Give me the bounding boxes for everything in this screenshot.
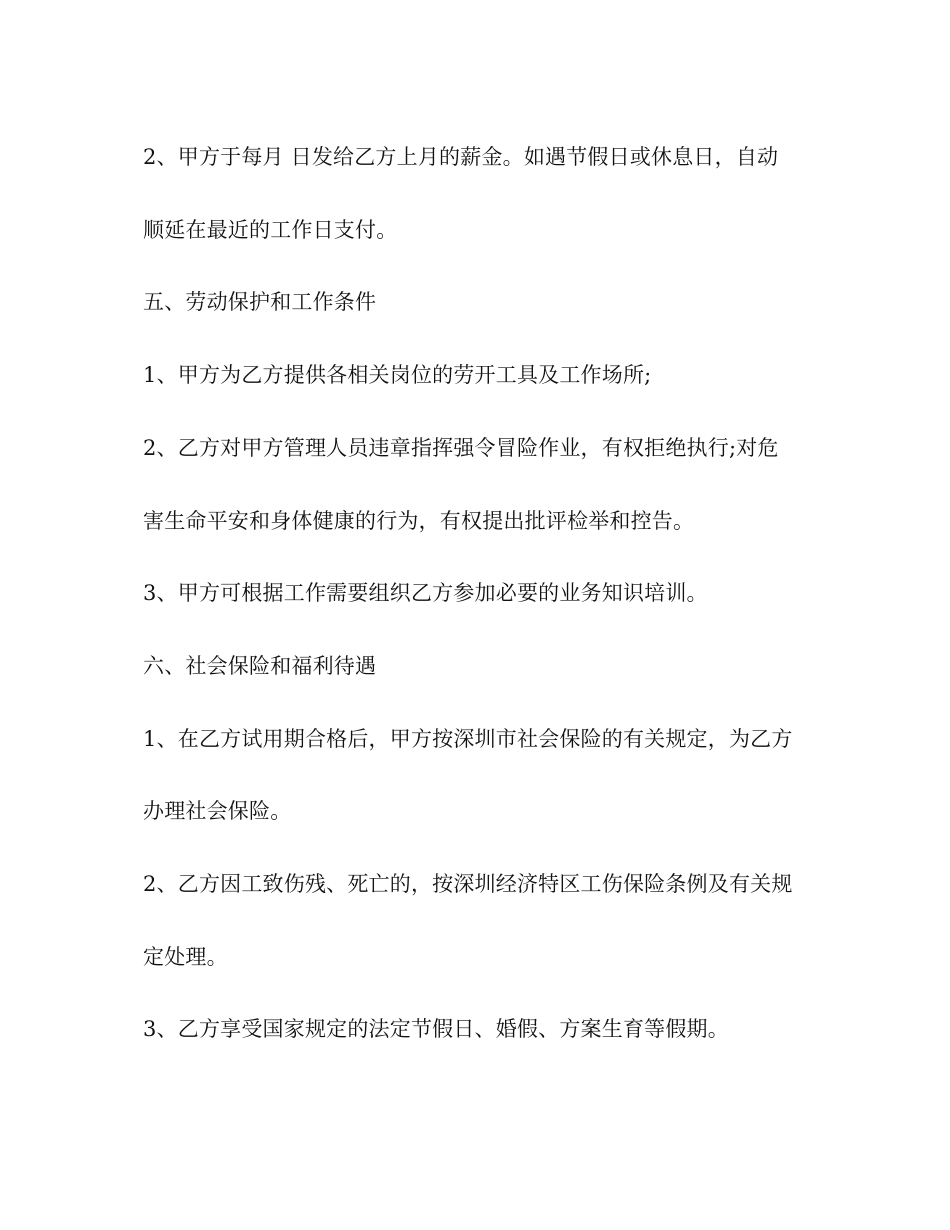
text-line: 办理社会保险。 <box>143 799 292 823</box>
text-line: 1、甲方为乙方提供各相关岗位的劳开工具及工作场所; <box>143 363 652 387</box>
section-heading: 六、社会保险和福利待遇 <box>143 654 377 678</box>
text-line: 定处理。 <box>143 945 228 969</box>
text-line: 3、甲方可根据工作需要组织乙方参加必要的业务知识培训。 <box>143 581 708 605</box>
text-line: 顺延在最近的工作日支付。 <box>143 218 398 242</box>
text-line: 3、乙方享受国家规定的法定节假日、婚假、方案生育等假期。 <box>143 1017 729 1041</box>
text-line: 害生命平安和身体健康的行为，有权提出批评检举和控告。 <box>143 509 695 533</box>
text-line: 2、乙方对甲方管理人员违章指挥强令冒险作业，有权拒绝执行;对危 <box>143 436 779 460</box>
text-line: 1、在乙方试用期合格后，甲方按深圳市社会保险的有关规定，为乙方 <box>143 727 793 751</box>
text-line: 2、乙方因工致伤残、死亡的，按深圳经济特区工伤保险条例及有关规 <box>143 872 793 896</box>
section-heading: 五、劳动保护和工作条件 <box>143 290 377 314</box>
text-line: 2、甲方于每月 日发给乙方上月的薪金。如遇节假日或休息日，自动 <box>143 145 779 169</box>
